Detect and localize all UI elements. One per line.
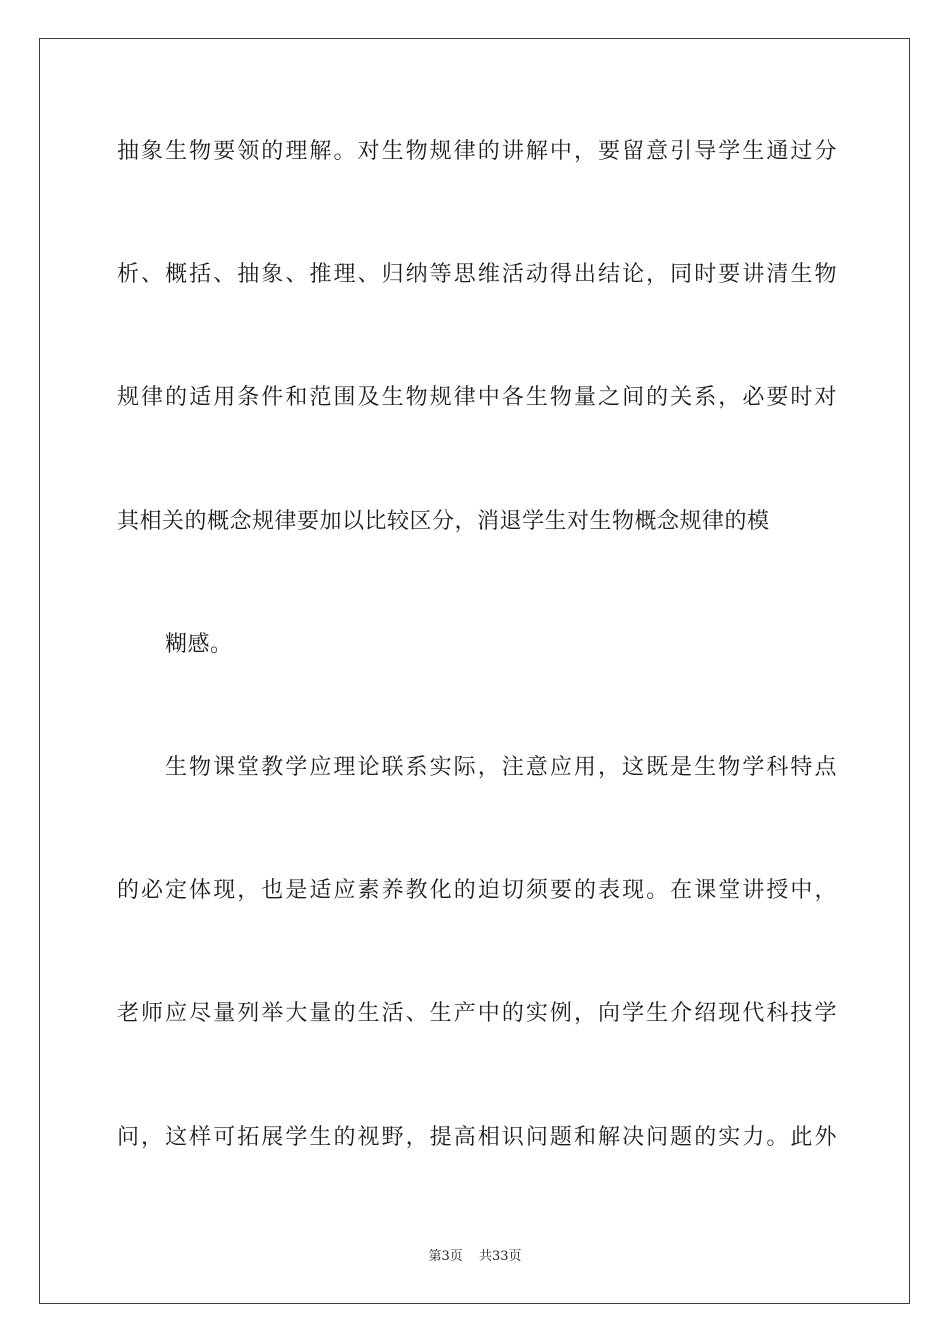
text-line-4: 其相关的概念规律要加以比较区分，消退学生对生物概念规律的模 — [117, 509, 770, 534]
text-line-1: 抽象生物要领的理解。对生物规律的讲解中，要留意引导学生通过分 — [117, 139, 837, 164]
text-line-5: 糊感。 — [165, 632, 233, 657]
text-line-7: 的必定体现，也是适应素养教化的迫切须要的表现。在课堂讲授中， — [117, 878, 837, 903]
text-line-3: 规律的适用条件和范围及生物规律中各生物量之间的关系，必要时对 — [117, 385, 837, 410]
page-current-number: 第3页 — [428, 1249, 463, 1264]
page-border — [39, 38, 910, 1304]
text-line-8: 老师应尽量列举大量的生活、生产中的实例，向学生介绍现代科技学 — [117, 1001, 837, 1026]
text-line-9: 问，这样可拓展学生的视野，提高相识问题和解决问题的实力。此外 — [117, 1125, 837, 1150]
text-line-2: 析、概括、抽象、推理、归纳等思维活动得出结论，同时要讲清生物 — [117, 262, 837, 287]
page-total-count: 共33页 — [478, 1249, 522, 1264]
page-footer — [0, 1249, 950, 1265]
text-line-6: 生物课堂教学应理论联系实际，注意应用，这既是生物学科特点 — [165, 755, 837, 780]
